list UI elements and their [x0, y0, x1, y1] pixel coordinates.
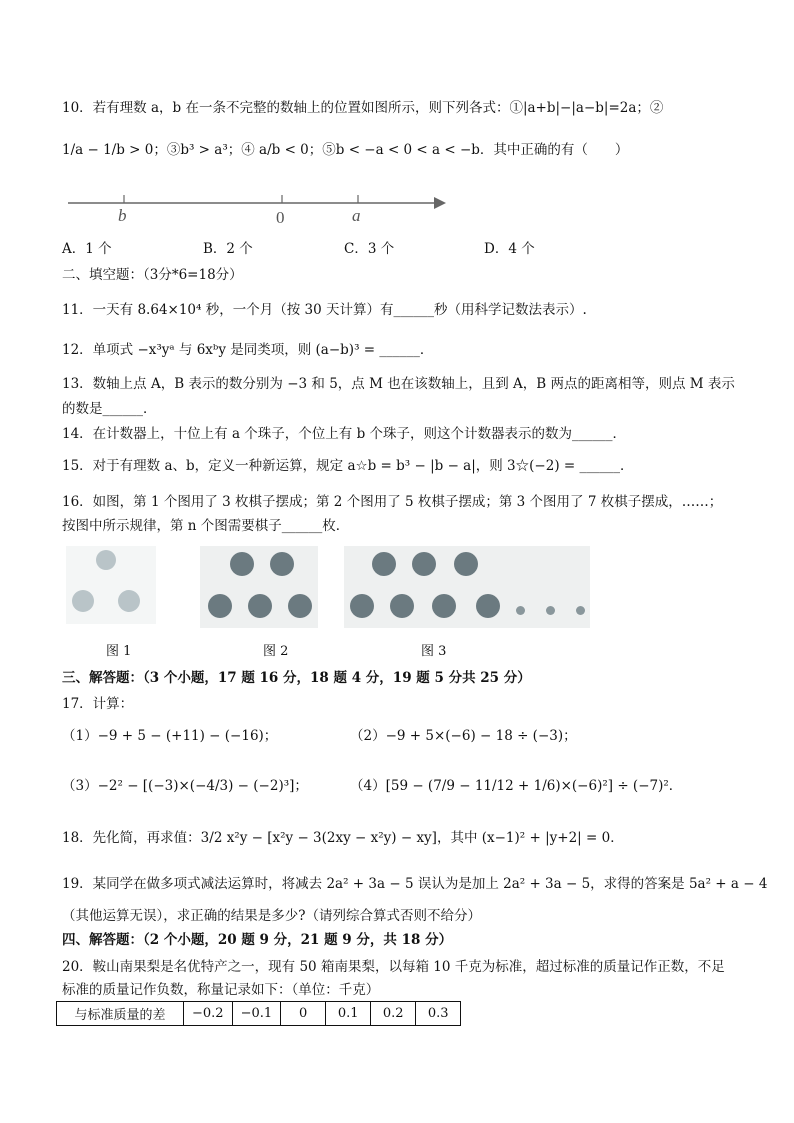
piece: [390, 594, 414, 618]
q13-line1: 13．数轴上点 A，B 表示的数分别为 −3 和 5，点 M 也在该数轴上，且到 A，B 两点的距离相等，则点 M 表示: [62, 376, 735, 392]
piece: [412, 552, 436, 576]
section4-title: 四、解答题：（2 个小题，20 题 9 分，21 题 9 分，共 18 分）: [62, 932, 453, 948]
q17-part3: （3）−2² − [(−3)×(−4/3) − (−2)³]；: [62, 778, 308, 794]
piece: [476, 594, 500, 618]
q17-part1: （1）−9 + 5 − (+11) − (−16)；: [62, 728, 278, 744]
q10-line1: 10．若有理数 a，b 在一条不完整的数轴上的位置如图所示，则下列各式：①|a+b|−|a−b|=2a；②: [62, 100, 664, 116]
q20-line2: 标准的质量记作负数，称量记录如下：（单位：千克）: [62, 982, 380, 998]
q14: 14．在计数器上，十位上有 a 个珠子，个位上有 b 个珠子，则这个计数器表示的数为______．: [62, 426, 627, 442]
q18: 18．先化简，再求值：3/2 x²y − [x²y − 3(2xy − x²y) − xy]，其中 (x−1)² + |y+2| = 0．: [62, 830, 624, 846]
table-cell: −0.2: [184, 1002, 233, 1026]
piece: [248, 594, 272, 618]
piece: [208, 594, 232, 618]
q16-line2: 按图中所示规律，第 n 个图需要棋子______枚．: [62, 518, 350, 534]
table-cell: 0.3: [416, 1002, 461, 1026]
choice-d[interactable]: D．4 个: [484, 241, 535, 257]
figure-2-caption: 图 2: [263, 644, 289, 659]
section3-title: 三、解答题：（3 个小题，17 题 16 分，18 题 4 分，19 题 5 分共 25 分）: [62, 670, 531, 686]
piece: [270, 552, 294, 576]
figure-3-caption: 图 3: [421, 644, 447, 659]
q17-part2: （2）−9 + 5×(−6) − 18 ÷ (−3)；: [350, 728, 577, 744]
table-header-cell: 与标准质量的差: [57, 1002, 184, 1026]
q16-line1: 16．如图，第 1 个图用了 3 枚棋子摆成；第 2 个图用了 5 枚棋子摆成；第 3 个图用了 7 枚棋子摆成，……；: [62, 494, 723, 510]
number-line: [62, 185, 452, 230]
piece: [372, 552, 396, 576]
q19-line2: （其他运算无误），求正确的结果是多少?（请列综合算式否则不给分）: [62, 908, 481, 924]
mass-difference-table: [56, 1001, 461, 1026]
q12: 12．单项式 −x³yᵃ 与 6xᵇy 是同类项，则 (a−b)³ = ______．: [62, 342, 434, 358]
table-cell: 0.1: [326, 1002, 371, 1026]
ellipsis-dot: [546, 606, 555, 615]
piece: [288, 594, 312, 618]
piece: [454, 552, 478, 576]
piece: [118, 590, 140, 612]
q17-title: 17．计算：: [62, 696, 134, 712]
piece: [432, 594, 456, 618]
q15: 15．对于有理数 a、b，定义一种新运算，规定 a☆b = b³ − |b − a|，则 3☆(−2) = ______．: [62, 458, 634, 474]
table-cell: 0.2: [371, 1002, 416, 1026]
choice-c[interactable]: C．3 个: [344, 241, 395, 257]
table-row: [57, 1002, 461, 1026]
q20-line1: 20．鞍山南果梨是名优特产之一，现有 50 箱南果梨，以每箱 10 千克为标准，超过标准的质量记作正数，不足: [62, 959, 725, 975]
numberline-label-0: 0: [276, 208, 285, 227]
ellipsis-dot: [576, 606, 585, 615]
ellipsis-dot: [516, 606, 525, 615]
q17-part4: （4）[59 − (7/9 − 11/12 + 1/6)×(−6)²] ÷ (−7)²．: [350, 778, 683, 794]
table-cell: −0.1: [232, 1002, 281, 1026]
piece: [230, 552, 254, 576]
piece: [96, 550, 116, 570]
q10-line2: 1/a − 1/b > 0；③b³ > a³；④ a/b < 0；⑤b < −a < 0 < a < −b．其中正确的有（ ）: [62, 142, 629, 158]
piece: [350, 594, 374, 618]
piece: [72, 590, 94, 612]
table-cell: 0: [281, 1002, 326, 1026]
choice-b[interactable]: B．2 个: [203, 241, 253, 257]
figure-1-caption: 图 1: [106, 644, 132, 659]
q13-line2: 的数是______．: [62, 401, 157, 417]
choice-a[interactable]: A．1 个: [62, 241, 112, 257]
numberline-label-a: a: [352, 206, 361, 225]
numberline-label-b: b: [118, 206, 127, 225]
q11: 11．一天有 8.64×10⁴ 秒，一个月（按 30 天计算）有______秒（用科学记数法表示）.: [62, 302, 587, 318]
section2-title: 二、填空题：（3分*6=18分）: [62, 267, 243, 283]
q19-line1: 19．某同学在做多项式减法运算时，将减去 2a² + 3a − 5 误认为是加上 2a² + 3a − 5，求得的答案是 5a² + a − 4: [62, 876, 768, 892]
